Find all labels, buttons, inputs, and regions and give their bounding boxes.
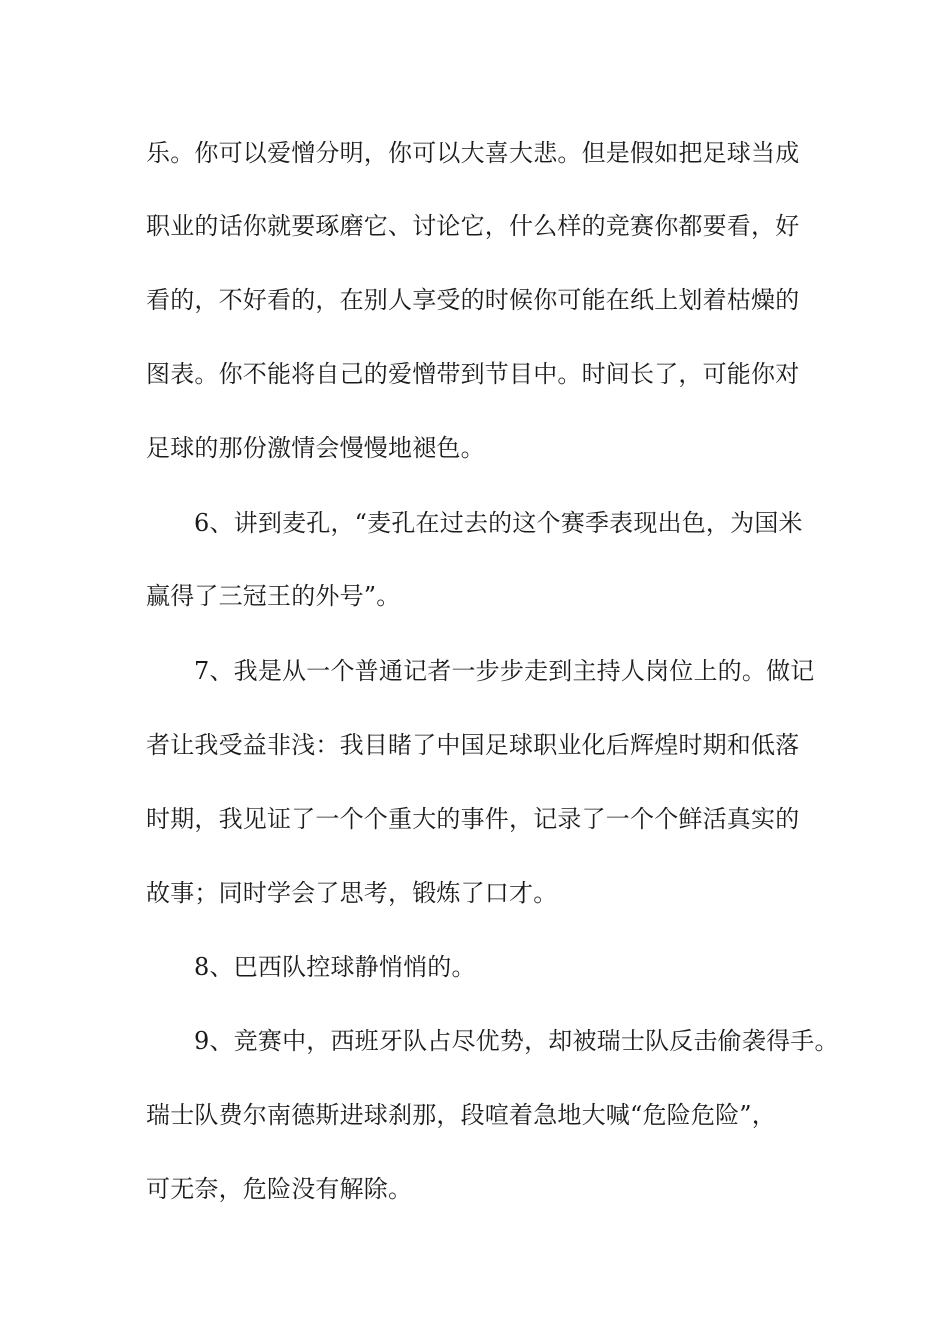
paragraph-line: 8、巴西队控球静悄悄的。 bbox=[194, 953, 476, 981]
paragraph-line: 赢得了三冠王的外号”。 bbox=[146, 582, 401, 610]
paragraph-line: 足球的那份激情会慢慢地褪色。 bbox=[146, 434, 485, 462]
paragraph-line: 时期，我见证了一个个重大的事件，记录了一个个鲜活真实的 bbox=[146, 805, 800, 833]
paragraph-line: 6、讲到麦孔，“麦孔在过去的这个赛季表现出色，为国米 bbox=[194, 509, 803, 537]
paragraph-line: 者让我受益非浅：我目睹了中国足球职业化后辉煌时期和低落 bbox=[146, 731, 800, 759]
paragraph-line: 瑞士队费尔南德斯进球刹那，段喧着急地大喊“危险危险”， bbox=[146, 1101, 776, 1129]
paragraph-line: 9、竞赛中，西班牙队占尽优势，却被瑞士队反击偷袭得手。 bbox=[194, 1027, 839, 1055]
paragraph-line: 看的，不好看的，在别人享受的时候你可能在纸上划着枯燥的 bbox=[146, 286, 800, 314]
paragraph-line: 乐。你可以爱憎分明，你可以大喜大悲。但是假如把足球当成 bbox=[146, 139, 800, 167]
paragraph-line: 故事；同时学会了思考，锻炼了口才。 bbox=[146, 879, 558, 907]
paragraph-line: 职业的话你就要琢磨它、讨论它，什么样的竞赛你都要看，好 bbox=[146, 212, 800, 240]
paragraph-line: 7、我是从一个普通记者一步步走到主持人岗位上的。做记 bbox=[194, 657, 815, 685]
paragraph-line: 图表。你不能将自己的爱憎带到节目中。时间长了，可能你对 bbox=[146, 360, 800, 388]
paragraph-line: 可无奈，危险没有解除。 bbox=[146, 1175, 413, 1203]
